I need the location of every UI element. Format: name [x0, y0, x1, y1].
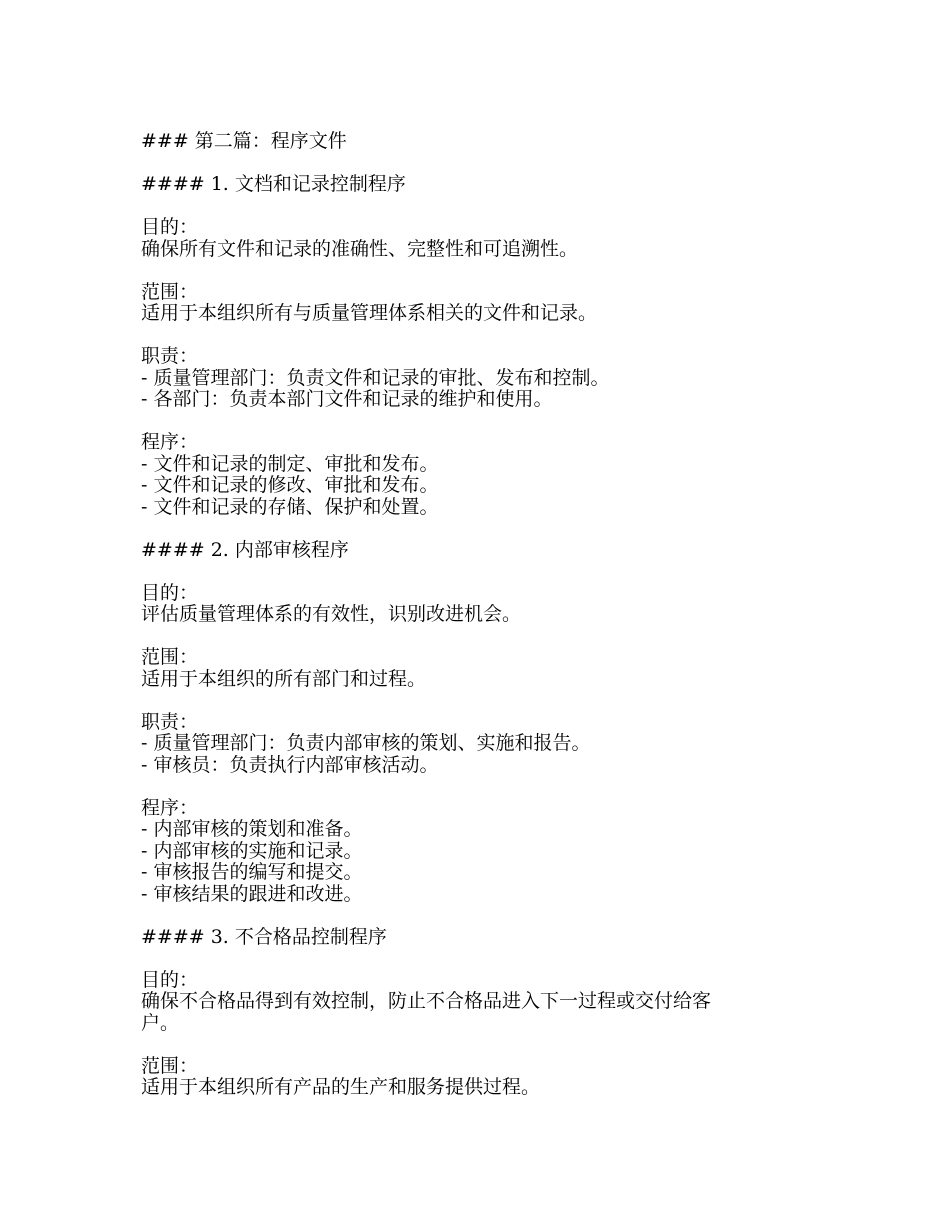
scope-text: 适用于本组织所有与质量管理体系相关的文件和记录。: [141, 302, 598, 324]
procedure-item: - 文件和记录的制定、审批和发布。: [141, 452, 439, 475]
purpose-text: 确保所有文件和记录的准确性、完整性和可追溯性。: [141, 237, 579, 260]
blank-line: [141, 905, 821, 927]
procedure-item: - 内部审核的实施和记录。: [141, 839, 363, 862]
responsibility-item: - 审核员：负责执行内部审核活动。: [141, 753, 439, 776]
procedure-item: - 内部审核的策划和准备。: [141, 818, 363, 840]
scope-label: 范围：: [141, 1054, 199, 1077]
scope-label: 范围：: [141, 280, 199, 303]
procedure-item: - 审核报告的编写和提交。: [141, 861, 363, 883]
blank-line: [141, 325, 821, 347]
scope-label: 范围：: [141, 646, 199, 668]
blank-line: [141, 518, 821, 540]
procedure-label: 程序：: [141, 431, 199, 453]
purpose-label: 目的：: [141, 968, 199, 991]
purpose-label: 目的：: [141, 216, 199, 238]
document-page: [141, 131, 821, 1099]
procedure-item: - 文件和记录的修改、审批和发布。: [141, 474, 439, 496]
procedure-label: 程序：: [141, 796, 199, 819]
scope-text: 适用于本组织所有产品的生产和服务提供过程。: [141, 1076, 541, 1098]
section-heading-2: #### 2. 内部审核程序: [141, 538, 349, 561]
purpose-label: 目的：: [141, 581, 199, 604]
purpose-text: 评估质量管理体系的有效性，识别改进机会。: [141, 603, 522, 625]
blank-line: [141, 626, 821, 648]
blank-line: [141, 776, 821, 798]
responsibility-label: 职责：: [141, 345, 199, 367]
part-heading: ### 第二篇：程序文件: [141, 130, 347, 152]
blank-line: [141, 411, 821, 433]
scope-text: 适用于本组织的所有部门和过程。: [141, 667, 427, 690]
blank-line: [141, 948, 821, 970]
responsibility-item: - 质量管理部门：负责文件和记录的审批、发布和控制。: [141, 366, 610, 389]
blank-line: [141, 153, 821, 175]
purpose-text-continued: 户。: [141, 1011, 180, 1034]
blank-line: [141, 260, 821, 282]
blank-line: [141, 561, 821, 583]
procedure-item: - 文件和记录的存储、保护和处置。: [141, 495, 439, 518]
section-heading-3: #### 3. 不合格品控制程序: [141, 925, 387, 948]
responsibility-label: 职责：: [141, 710, 199, 733]
blank-line: [141, 1034, 821, 1056]
blank-line: [141, 690, 821, 712]
purpose-text: 确保不合格品得到有效控制，防止不合格品进入下一过程或交付给客: [141, 990, 712, 1012]
blank-line: [141, 196, 821, 218]
section-heading-1: #### 1. 文档和记录控制程序: [141, 173, 406, 195]
responsibility-item: - 各部门：负责本部门文件和记录的维护和使用。: [141, 388, 553, 410]
responsibility-item: - 质量管理部门：负责内部审核的策划、实施和报告。: [141, 732, 591, 754]
procedure-item: - 审核结果的跟进和改进。: [141, 882, 363, 905]
